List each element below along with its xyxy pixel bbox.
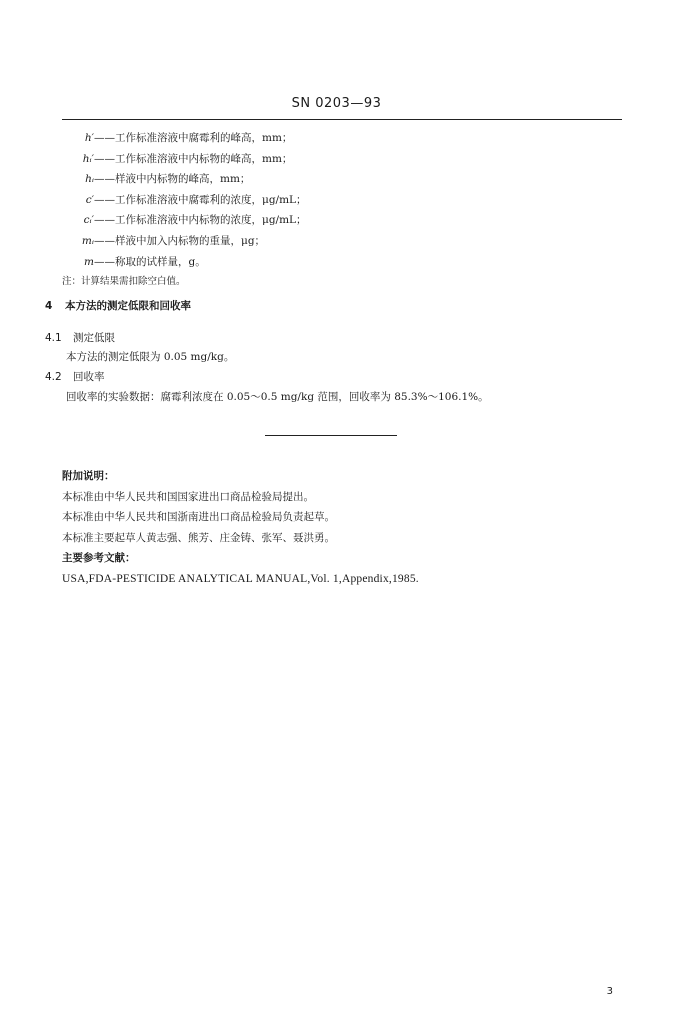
references-title: 主要参考文献：	[62, 552, 136, 565]
appendix-notes	[62, 466, 622, 590]
definition-row	[62, 252, 622, 273]
subsection-4-2-heading	[45, 369, 625, 384]
definition-text: ——工作标准溶液中内标物的浓度，μg/mL；	[94, 214, 307, 227]
header-rule	[62, 119, 622, 120]
definition-symbol: hᵢ	[85, 173, 94, 186]
appendix-line: 本标准由中华人民共和国浙南进出口商品检验局负责起草。	[62, 511, 335, 524]
definition-text: ——工作标准溶液中内标物的峰高，mm；	[94, 152, 293, 165]
subsection-title: 测定低限	[73, 332, 115, 344]
subsection-title: 回收率	[73, 371, 105, 383]
definition-symbol: c′	[85, 193, 94, 206]
definition-symbol: m	[84, 255, 94, 268]
end-divider	[265, 435, 397, 436]
subsection-4-2-body: 回收率的实验数据：腐霉利浓度在 0.05～0.5 mg/kg 范围，回收率为 85.3%～106.1%。	[66, 391, 489, 403]
definition-symbol: hᵢ′	[82, 152, 94, 165]
definition-symbol: mᵢ	[81, 234, 94, 247]
definition-row	[62, 169, 622, 190]
appendix-title: 附加说明：	[62, 470, 115, 482]
definition-text: ——工作标准溶液中腐霉利的峰高，mm；	[94, 132, 293, 144]
page-number: 3	[606, 986, 613, 997]
definition-row	[62, 231, 622, 252]
definition-text: ——样液中内标物的峰高，mm；	[94, 173, 251, 186]
definition-text: ——样液中加入内标物的重量，μg；	[94, 234, 266, 247]
standard-code: SN 0203—93	[291, 96, 382, 111]
appendix-line: 本标准主要起草人黄志强、熊芳、庄金铸、张军、聂洪勇。	[62, 531, 335, 544]
subsection-4-1-heading	[45, 330, 625, 345]
subsection-4-1-body: 本方法的测定低限为 0.05 mg/kg。	[66, 351, 235, 363]
definition-row	[62, 149, 622, 170]
appendix-line: 本标准由中华人民共和国国家进出口商品检验局提出。	[62, 490, 314, 503]
definition-row	[62, 190, 622, 211]
section-number: 4	[45, 300, 53, 312]
subsection-number: 4.1	[45, 332, 62, 344]
definition-symbol: h′	[84, 132, 94, 144]
definition-text: ——称取的试样量，g。	[94, 255, 206, 268]
reference-entry: USA,FDA-PESTICIDE ANALYTICAL MANUAL,Vol. 1,Appendix,1985.	[62, 572, 419, 585]
definition-row	[62, 128, 622, 149]
definition-text: ——工作标准溶液中腐霉利的浓度，μg/mL；	[94, 193, 307, 206]
definition-symbol: cᵢ′	[83, 214, 94, 227]
calculation-note: 注：计算结果需扣除空白值。	[62, 276, 186, 288]
subsection-number: 4.2	[45, 371, 62, 383]
section-title: 本方法的测定低限和回收率	[65, 300, 191, 312]
definition-row	[62, 210, 622, 231]
symbol-definitions	[62, 128, 622, 292]
section-4-heading	[45, 298, 625, 313]
